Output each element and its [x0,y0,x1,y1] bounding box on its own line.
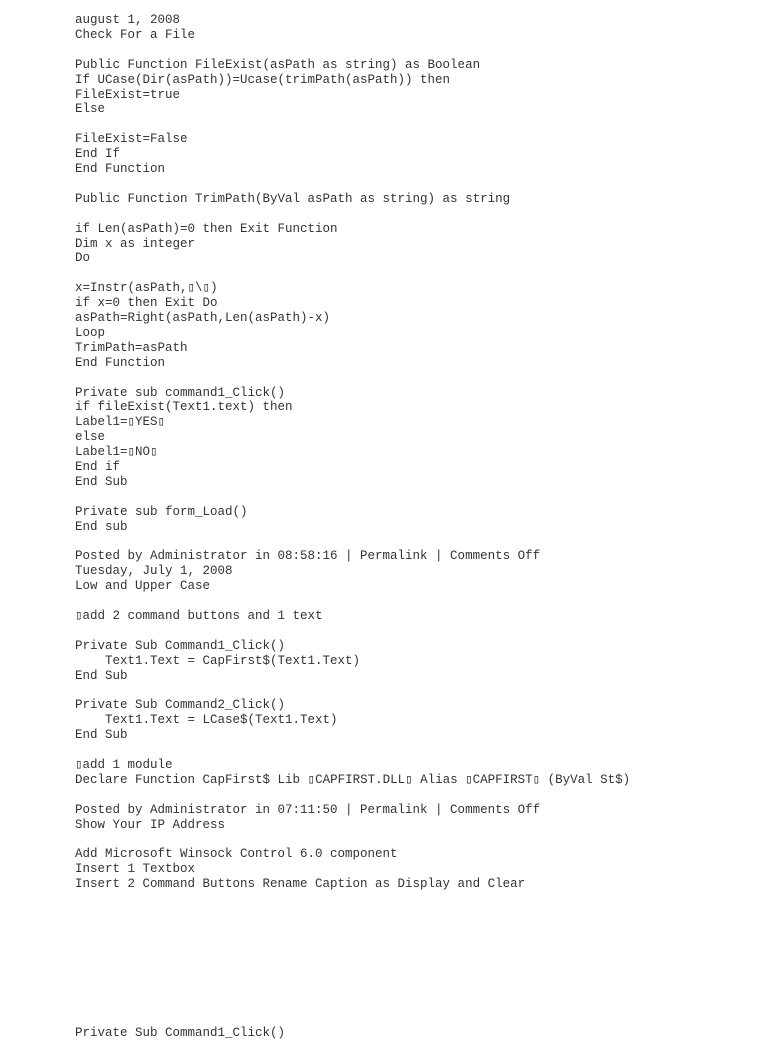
document-line: Else [75,102,106,117]
document-line: End sub [75,519,128,534]
document-line: asPath=Right(asPath,Len(asPath)-x) [75,311,331,325]
document-line: Text1.Text = LCase$(Text1.Text) [75,713,338,728]
document-line: x=Instr(asPath,▯\▯) [75,281,218,296]
document-line: Private Sub Command2_Click() [75,698,286,713]
document-line: Declare Function CapFirst$ Lib ▯CAPFIRST.DLL▯ Alias ▯CAPFIRST▯ (ByVal St$) [75,772,631,787]
document-line: End If [75,147,121,162]
document-line: Private sub command1_Click() [75,385,286,400]
document-line: august 1, 2008 [75,13,181,27]
document-line: FileExist=true [75,87,181,102]
document-line: End Function [75,162,166,176]
document-line: Posted by Administrator in 07:11:50 | Permalink | Comments Off [75,802,541,817]
document-line: if fileExist(Text1.text) then [75,400,293,415]
document-line: End Sub [75,668,128,683]
document-line: Private sub form_Load() [75,504,248,519]
document-line: Text1.Text = CapFirst$(Text1.Text) [75,653,361,668]
document-line: End if [75,460,121,474]
document-line: Low and Upper Case [75,579,211,594]
document-line: if x=0 then Exit Do [75,296,218,311]
document-line: Insert 1 Textbox [75,862,196,877]
document-line: Add Microsoft Winsock Control 6.0 component [75,847,398,862]
document-line: End Sub [75,728,128,743]
document-line: Public Function TrimPath(ByVal asPath as string) as string [75,191,511,206]
document-line: Posted by Administrator in 08:58:16 | Permalink | Comments Off [75,549,541,564]
document-line: else [75,430,106,445]
document-line: ▯add 2 command buttons and 1 text [75,609,323,623]
document-line: Tuesday, July 1, 2008 [75,564,233,579]
document-line: Dim x as integer [75,236,196,251]
document-line: End Function [75,355,166,370]
document-line: If UCase(Dir(asPath))=Ucase(trimPath(asPath)) then [75,72,451,87]
document-line: FileExist=False [75,132,188,147]
document-line: End Sub [75,474,128,489]
document-line: Private Sub Command1_Click() [75,1026,286,1041]
document-line: Do [75,251,91,266]
document-line: ▯add 1 module [75,758,173,772]
document-line: Insert 2 Command Buttons Rename Caption as Display and Clear [75,877,526,892]
document-line: Show Your IP Address [75,817,226,832]
document-line: TrimPath=asPath [75,340,188,355]
document-line: Private Sub Command1_Click() [75,638,286,653]
document-line: Label1=▯YES▯ [75,415,166,430]
document-line: Check For a File [75,27,196,42]
document-line: Public Function FileExist(asPath as string) as Boolean [75,57,481,72]
document-line: Loop [75,325,106,340]
document-line: if Len(asPath)=0 then Exit Function [75,221,338,236]
document-line: Label1=▯NO▯ [75,445,158,460]
